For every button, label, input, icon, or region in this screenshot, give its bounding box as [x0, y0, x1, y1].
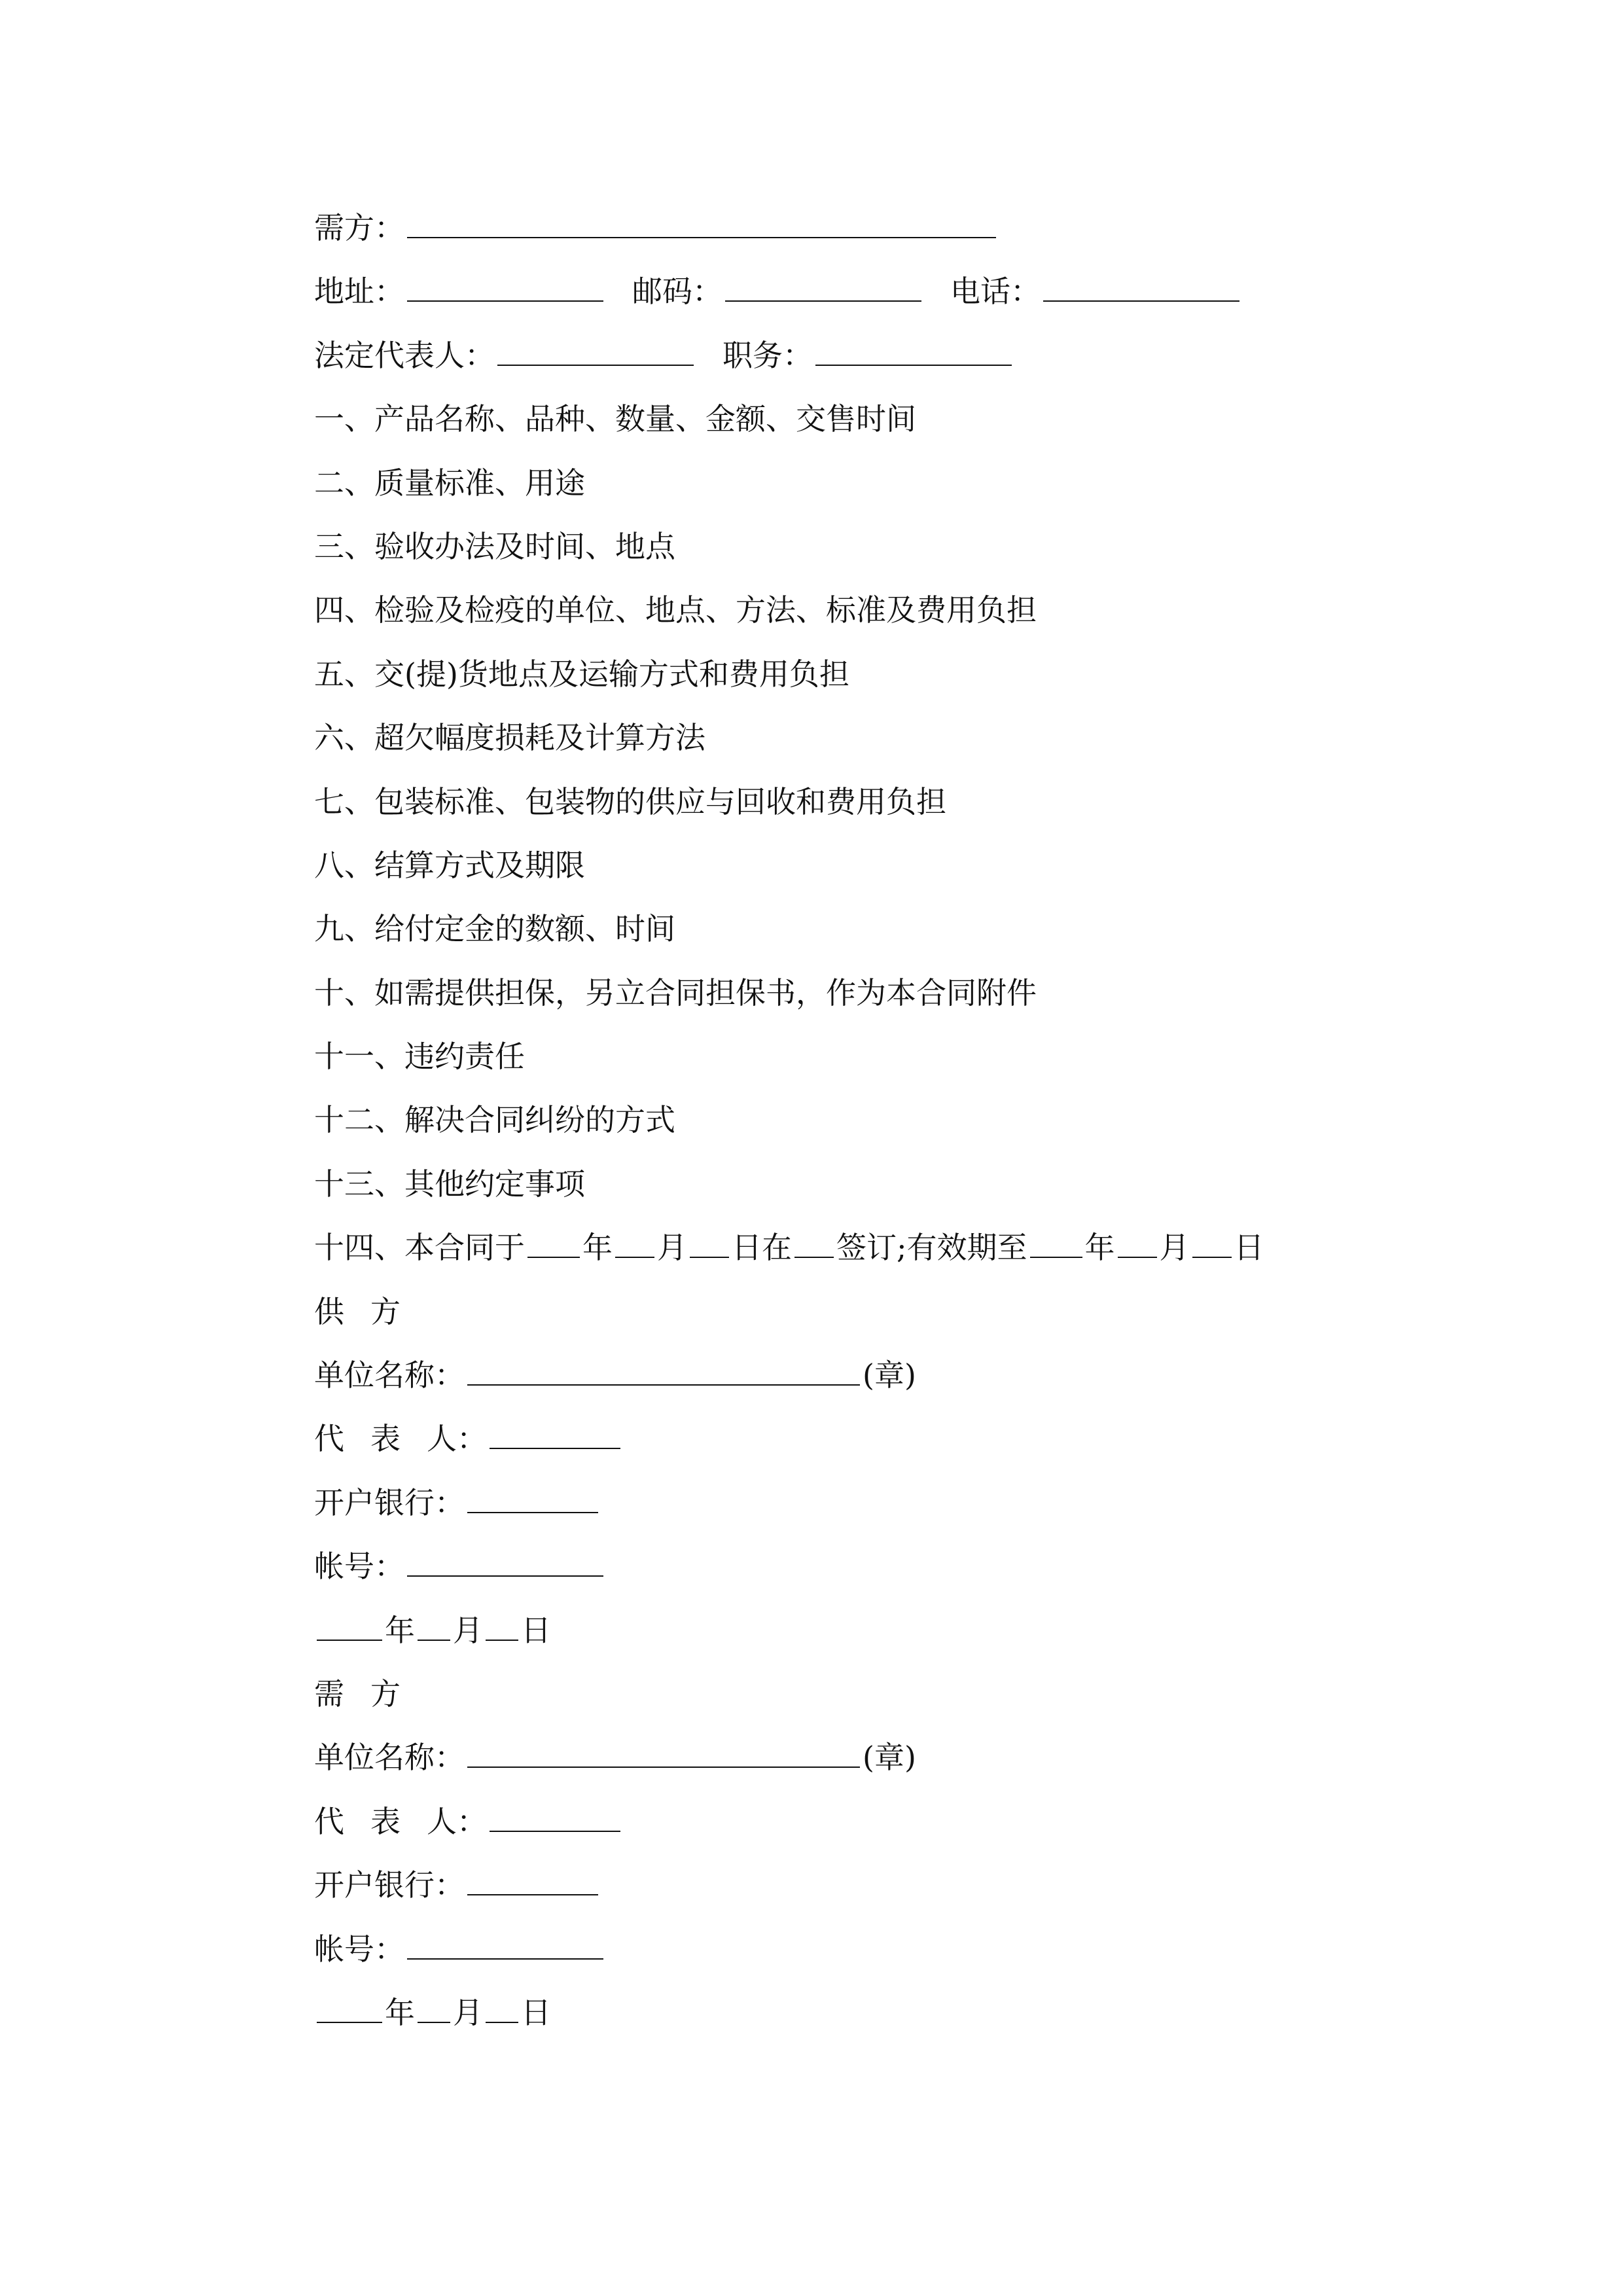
supplier-unit-blank[interactable] [467, 1354, 860, 1386]
clause-3: 三、验收办法及时间、地点 [314, 528, 675, 564]
clause-14-day-in: 日在 [732, 1230, 792, 1266]
buyer-year-label: 年 [385, 1994, 415, 2030]
supplier-account-label: 帐号： [314, 1549, 404, 1585]
supplier-month-label: 月 [453, 1612, 483, 1648]
legal-rep-label: 法定代表人： [314, 337, 495, 373]
buyer-bank-label: 开户银行： [314, 1867, 465, 1903]
clause-11: 十一、违约责任 [314, 1039, 525, 1075]
buyer-rep-line [314, 1790, 1427, 1854]
supplier-title [314, 1280, 1427, 1344]
address-line [314, 260, 1427, 323]
buyer-rep-c: 人： [427, 1803, 487, 1839]
clause-14 [314, 1216, 1427, 1280]
supplier-rep-line [314, 1407, 1427, 1471]
buyer-account-label: 帐号： [314, 1931, 404, 1967]
buyer-unit-line [314, 1726, 1427, 1789]
supplier-rep-blank[interactable] [490, 1418, 620, 1449]
clause-14-year: 年 [582, 1230, 613, 1266]
position-label: 职务： [722, 337, 813, 373]
valid-month-blank[interactable] [1118, 1227, 1157, 1258]
buyer-title-a: 需 [314, 1676, 344, 1712]
buyer-bank-line [314, 1854, 1427, 1917]
address-blank[interactable] [407, 270, 603, 302]
clause-9: 九、给付定金的数额、时间 [314, 911, 675, 947]
supplier-seal: (章) [863, 1357, 916, 1393]
supplier-title-b: 方 [370, 1293, 401, 1329]
buyer-account-line [314, 1918, 1427, 1981]
buyer-rep-b: 表 [370, 1803, 401, 1839]
sign-day-blank[interactable] [690, 1227, 729, 1258]
supplier-title-a: 供 [314, 1293, 344, 1329]
legal-rep-blank[interactable] [497, 334, 694, 366]
clause-14-signed: 签订;有效期至 [836, 1230, 1027, 1266]
buyer-day-blank[interactable] [486, 1992, 518, 2023]
supplier-day-blank[interactable] [486, 1609, 518, 1641]
clause-1: 一、产品名称、品种、数量、金额、交售时间 [314, 401, 916, 437]
buyer-rep-a: 代 [314, 1803, 344, 1839]
supplier-year-blank[interactable] [317, 1609, 382, 1641]
valid-year-blank[interactable] [1030, 1227, 1082, 1258]
clause-5: 五、交(提)货地点及运输方式和费用负担 [314, 656, 849, 692]
supplier-date-line [314, 1599, 1427, 1662]
buyer-month-blank[interactable] [418, 1992, 450, 2023]
clause-14-prefix: 十四、本合同于 [314, 1230, 525, 1266]
phone-label: 电话： [950, 274, 1041, 310]
supplier-unit-label: 单位名称： [314, 1357, 465, 1393]
address-label: 地址： [314, 274, 404, 310]
clause-14-month: 月 [657, 1230, 687, 1266]
clause-12: 十二、解决合同纠纷的方式 [314, 1102, 675, 1138]
clause-7: 七、包装标准、包装物的供应与回收和费用负担 [314, 783, 946, 819]
supplier-account-blank[interactable] [407, 1545, 603, 1577]
buyer-title-b: 方 [370, 1676, 401, 1712]
postcode-label: 邮码： [632, 274, 722, 310]
supplier-year-label: 年 [385, 1612, 415, 1648]
clause-4: 四、检验及检疫的单位、地点、方法、标准及费用负担 [314, 592, 1037, 628]
clause-8: 八、结算方式及期限 [314, 847, 585, 883]
buyer-unit-blank[interactable] [467, 1736, 860, 1768]
supplier-month-blank[interactable] [418, 1609, 450, 1641]
buyer-line [314, 196, 1427, 260]
buyer-unit-label: 单位名称： [314, 1740, 465, 1776]
clause-10: 十、如需提供担保，另立合同担保书，作为本合同附件 [314, 975, 1037, 1011]
phone-blank[interactable] [1043, 270, 1240, 302]
clause-14-year2: 年 [1084, 1230, 1115, 1266]
supplier-rep-b: 表 [370, 1421, 401, 1457]
clause-2: 二、质量标准、用途 [314, 465, 585, 501]
supplier-rep-a: 代 [314, 1421, 344, 1457]
supplier-account-line [314, 1535, 1427, 1598]
buyer-year-blank[interactable] [317, 1992, 382, 2023]
supplier-day-label: 日 [521, 1612, 551, 1648]
supplier-rep-c: 人： [427, 1421, 487, 1457]
buyer-day-label: 日 [521, 1994, 551, 2030]
supplier-unit-line [314, 1344, 1427, 1407]
buyer-title [314, 1662, 1427, 1726]
clause-14-day2: 日 [1234, 1230, 1264, 1266]
legal-rep-line [314, 324, 1427, 387]
buyer-seal: (章) [863, 1740, 916, 1776]
buyer-bank-blank[interactable] [467, 1864, 598, 1895]
clause-14-month2: 月 [1159, 1230, 1190, 1266]
position-blank[interactable] [815, 334, 1012, 366]
contract-body [314, 196, 1427, 2045]
buyer-label: 需方： [314, 210, 404, 245]
valid-day-blank[interactable] [1192, 1227, 1232, 1258]
buyer-rep-blank[interactable] [490, 1801, 620, 1832]
buyer-month-label: 月 [453, 1994, 483, 2030]
sign-month-blank[interactable] [615, 1227, 654, 1258]
supplier-bank-blank[interactable] [467, 1482, 598, 1513]
sign-place-blank[interactable] [794, 1227, 834, 1258]
postcode-blank[interactable] [725, 270, 921, 302]
supplier-bank-label: 开户银行： [314, 1484, 465, 1520]
clause-13: 十三、其他约定事项 [314, 1166, 585, 1202]
sign-year-blank[interactable] [527, 1227, 580, 1258]
buyer-date-line [314, 1981, 1427, 2045]
buyer-account-blank[interactable] [407, 1928, 603, 1960]
buyer-blank[interactable] [407, 207, 996, 238]
clause-6: 六、超欠幅度损耗及计算方法 [314, 720, 705, 756]
supplier-bank-line [314, 1471, 1427, 1535]
